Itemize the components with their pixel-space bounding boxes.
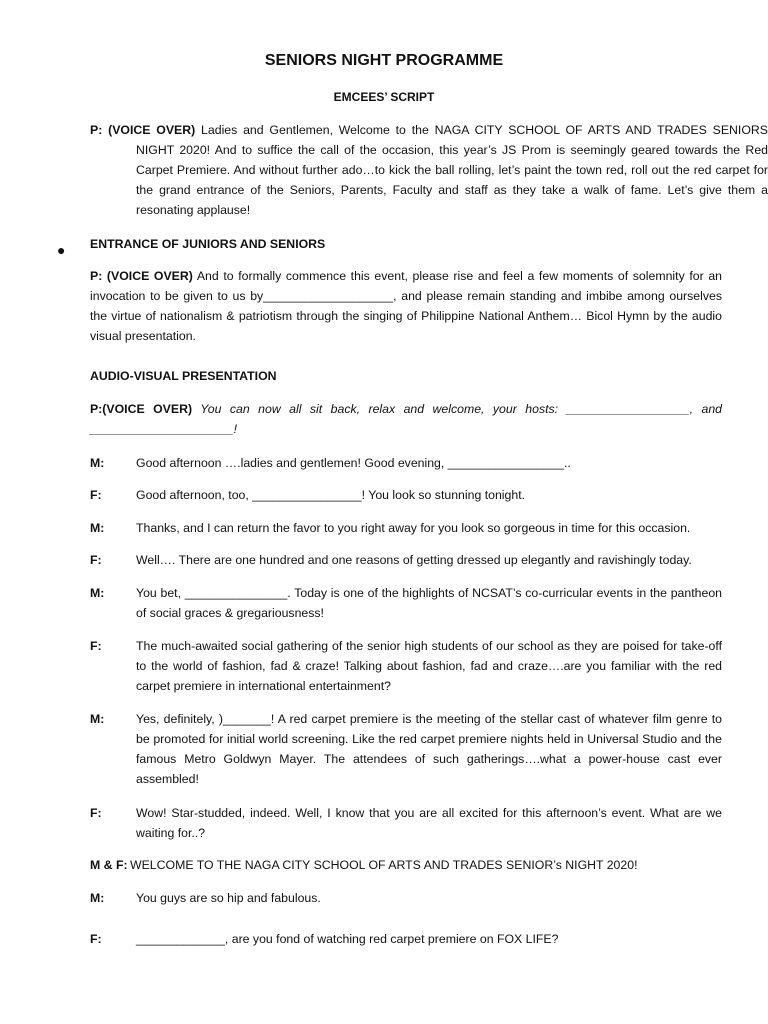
dialogue-text: _____________, are you fond of watching red carpet premiere on FOX LIFE? [136, 932, 559, 946]
dialogue-line [90, 485, 722, 505]
dialogue-line [90, 550, 722, 570]
paragraph-invocation [90, 266, 722, 346]
dialogue-text: Thanks, and I can return the favor to you right away for you look so gorgeous in time for this occasion. [136, 521, 691, 535]
paragraph-hosts [90, 399, 722, 439]
dialogue-text: You guys are so hip and fabulous. [136, 891, 321, 905]
dialogue-text: Well…. There are one hundred and one reasons of getting dressed up elegantly and ravishingly today. [136, 553, 692, 567]
dialogue-text: Wow! Star-studded, indeed. Well, I know that you are all excited for this afternoon’s event. What are we waiting for..? [136, 806, 722, 840]
dialogue-line [90, 709, 722, 789]
heading-audio-visual: AUDIO-VISUAL PRESENTATION [90, 369, 277, 383]
dialogue-line [90, 855, 722, 875]
dialogue-line [90, 636, 722, 696]
speaker-label: P: (VOICE OVER) [90, 269, 193, 283]
dialogue-line [90, 583, 722, 623]
speaker-label: M: [90, 456, 105, 470]
dialogue-text: WELCOME TO THE NAGA CITY SCHOOL OF ARTS AND TRADES SENIOR’s NIGHT 2020! [130, 858, 638, 872]
dialogue-text: Yes, definitely, )_______! A red carpet premiere is the meeting of the stellar cast of whatever film genre to be promoted for initial world screening. Like the red carpet premiere nights held in Universal Studio and the famous Metro Goldwyn Mayer. The attendees of such gatherings….what a power-house cast ever assembled! [136, 712, 722, 786]
bullet-icon: ● [57, 242, 66, 258]
paragraph-text: You can now all sit back, relax and welcome, your hosts: __________________, and _____________________! [90, 402, 722, 436]
speaker-label: M: [90, 586, 105, 600]
speaker-label: F: [90, 553, 102, 567]
speaker-label: F: [90, 639, 102, 653]
dialogue-line [90, 453, 722, 473]
page-title: SENIORS NIGHT PROGRAMME [264, 52, 504, 69]
page-subtitle: EMCEES’ SCRIPT [333, 90, 435, 104]
speaker-label: F: [90, 932, 102, 946]
dialogue-text: Good afternoon ….ladies and gentlemen! Good evening, _________________.. [136, 456, 571, 470]
speaker-label: P: (VOICE OVER) [90, 123, 196, 137]
paragraph-opening [90, 120, 768, 220]
dialogue-text: The much-awaited social gathering of the senior high students of our school as they are poised for take-off to the world of fashion, fad & craze! Talking about fashion, fad and craze….are you familiar with the red carpet premiere in international entertainment? [136, 639, 722, 693]
dialogue-text: Good afternoon, too, ________________! You look so stunning tonight. [136, 488, 526, 502]
dialogue-line [90, 518, 722, 538]
speaker-label: P:(VOICE OVER) [90, 402, 193, 416]
speaker-label: M: [90, 712, 105, 726]
heading-entrance: ENTRANCE OF JUNIORS AND SENIORS [90, 237, 326, 251]
dialogue-line [90, 929, 722, 949]
paragraph-text: And to formally commence this event, please rise and feel a few moments of solemnity for an invocation to be given to us by___________________, and please remain standing and imbibe among ourselves the virtue of nationalism & patriotism through the singing of Philippine National Anthem… Bicol Hymn by the audio visual presentation. [90, 269, 723, 343]
speaker-label: M: [90, 891, 105, 905]
speaker-label: M: [90, 521, 105, 535]
dialogue-line [90, 803, 722, 843]
speaker-label: F: [90, 488, 102, 502]
dialogue-text: You bet, _______________. Today is one of the highlights of NCSAT’s co-curricular events in the pantheon of social graces & gregariousness! [136, 586, 722, 620]
dialogue-line [90, 888, 722, 908]
speaker-label: M & F: [90, 858, 128, 872]
speaker-label: F: [90, 806, 102, 820]
paragraph-text: Ladies and Gentlemen, Welcome to the NAGA CITY SCHOOL OF ARTS AND TRADES SENIORS NIGHT 2020! And to suffice the call of the occasion, this year’s JS Prom is seemingly geared towards the Red Carpet Premiere. And without further ado…to kick the ball rolling, let’s paint the town red, roll out the red carpet for the grand entrance of the Seniors, Parents, Faculty and staff as they take a walk of fame. Let’s give them a resonating applause! [136, 123, 768, 217]
